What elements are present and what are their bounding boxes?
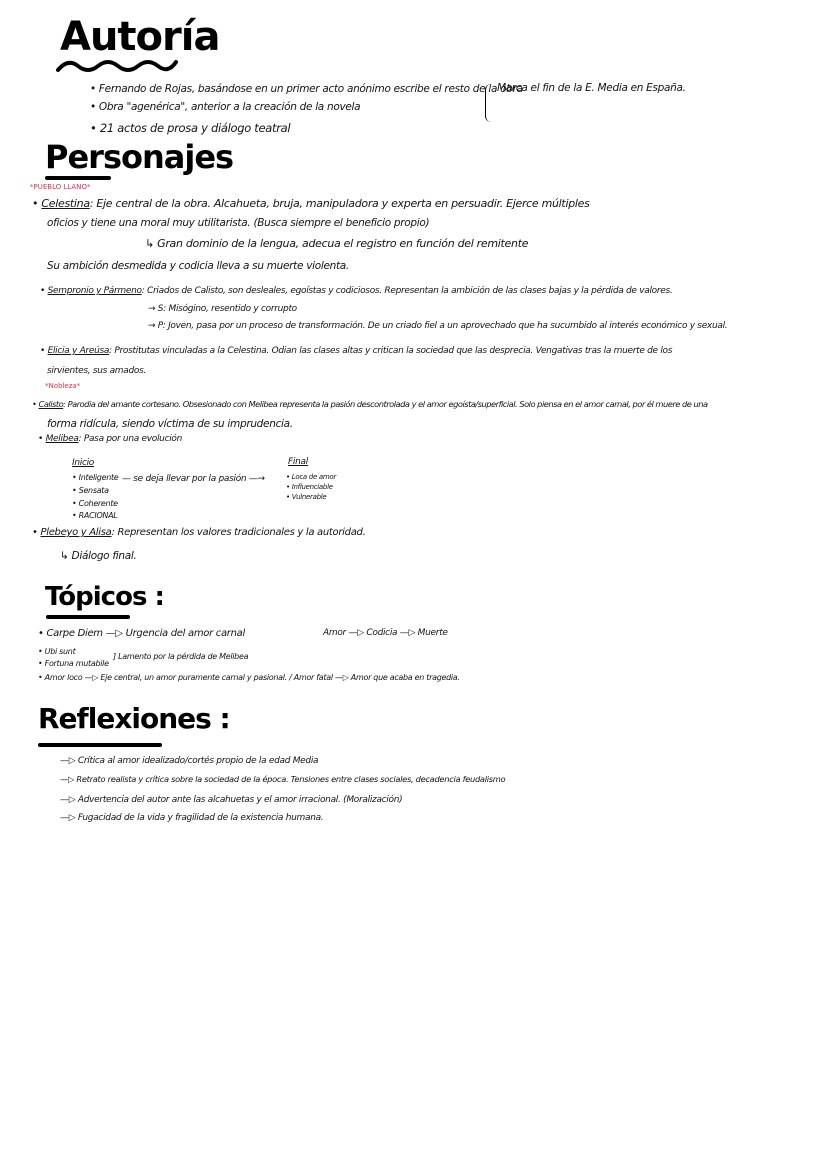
calisto-text: forma ridícula, siendo víctima de su imprudencia. [47, 418, 293, 430]
topico-note: ] Lamento por la pérdida de Melibea [113, 652, 249, 661]
melibea-transition: — se deja llevar por la pasión —→ [122, 474, 265, 484]
final-item: • Loca de amor [286, 473, 336, 481]
autoria-note: Marca el fin de la E. Media en España. [497, 82, 686, 94]
character-name: Celestina [41, 197, 90, 210]
wavy-underline [56, 58, 180, 74]
melibea-text: : Pasa por una evolución [78, 434, 183, 444]
elicia-text: sirvientes, sus amados. [47, 366, 147, 376]
calisto-text: : Parodia del amante cortesano. Obsesionado con Melibea representa la pasión descontrolada y el amor egoísta/superficial. Solo piensa en el amor carnal, por él muere de una [63, 399, 708, 409]
section-title-topicos: Tópicos : [45, 582, 164, 612]
section-title-reflexiones: Reflexiones : [38, 702, 230, 735]
reflexion-item: —▷ Fugacidad de la vida y fragilidad de la existencia humana. [60, 813, 324, 823]
plebeyo-text: ↳ Diálogo final. [60, 550, 137, 562]
reflexion-item: —▷ Retrato realista y crítica sobre la sociedad de la época. Tensiones entre clases sociales, decadencia feudalismo [60, 774, 506, 784]
character-name: Elicia y Areúsa [47, 346, 110, 356]
autoria-bullet: • Obra "agenérica", anterior a la creación de la novela [90, 101, 361, 113]
final-item: • Vulnerable [286, 493, 327, 501]
sempronio-text: : Criados de Calisto, son desleales, egoístas y codiciosos. Representan la ambición de las clases bajas y la pérdida de valores. [141, 286, 673, 296]
topico-item: • Amor loco —▷ Eje central, un amor puramente carnal y pasional. / Amor fatal —▷ Amor que acaba en tragedia. [38, 673, 460, 682]
topico-item: • Fortuna mutabile [38, 659, 109, 668]
section-title-autoria: Autoría [60, 14, 220, 60]
section-title-personajes: Personajes [45, 138, 234, 176]
reflexion-item: —▷ Crítica al amor idealizado/cortés propio de la edad Media [60, 756, 319, 766]
celestina-text: ↳ Gran dominio de la lengua, adecua el registro en función del remitente [145, 237, 529, 250]
inicio-item: • Sensata [72, 486, 109, 495]
topico-item: • Carpe Diem —▷ Urgencia del amor carnal [38, 628, 245, 639]
sempronio-text: → S: Misógino, resentido y corrupto [148, 304, 297, 314]
character-name: Melibea [45, 434, 79, 444]
autoria-bullet: • Fernando de Rojas, basándose en un primer acto anónimo escribe el resto de la obra [90, 83, 523, 95]
inicio-item: • RACIONAL [72, 511, 118, 520]
elicia-text: : Prostitutas vinculadas a la Celestina. Odian las clases altas y critican la sociedad que las desprecia. Vengativas tras la muerte de los [109, 346, 673, 356]
label-nobleza: *Nobleza* [45, 382, 81, 390]
character-name: Plebeyo y Alisa [40, 527, 112, 538]
sempronio-text: → P: Joven, pasa por un proceso de transformación. De un criado fiel a un aprovechado que ha sucumbido al interés económico y sexual. [148, 321, 728, 331]
character-name: Sempronio y Pármeno [47, 286, 142, 296]
celestina-text: : Eje central de la obra. Alcahueta, bruja, manipuladora y experta en persuadir. Ejerce múltiples [89, 197, 590, 210]
topico-item: • Ubi sunt [38, 647, 76, 656]
topico-chain: Amor —▷ Codicia —▷ Muerte [323, 628, 448, 638]
reflexion-item: —▷ Advertencia del autor ante las alcahuetas y el amor irracional. (Moralización) [60, 795, 403, 805]
title-underline [45, 176, 111, 180]
celestina-text: Su ambición desmedida y codicia lleva a su muerte violenta. [47, 260, 349, 272]
final-title: Final [288, 457, 308, 467]
title-underline [38, 743, 162, 747]
brace [485, 84, 492, 122]
autoria-bullet: • 21 actos de prosa y diálogo teatral [90, 121, 291, 135]
inicio-item: • Inteligente [72, 473, 119, 482]
label-pueblo-llano: *PUEBLO LLANO* [30, 183, 91, 191]
celestina-text: oficios y tiene una moral muy utilitarista. (Busca siempre el beneficio propio) [47, 217, 430, 229]
title-underline [46, 615, 130, 619]
inicio-title: Inicio [72, 458, 95, 468]
plebeyo-text: : Representan los valores tradicionales y la autoridad. [111, 527, 366, 538]
character-name: Calisto [38, 399, 64, 409]
final-item: • Influenciable [286, 483, 333, 491]
inicio-item: • Coherente [72, 499, 118, 508]
